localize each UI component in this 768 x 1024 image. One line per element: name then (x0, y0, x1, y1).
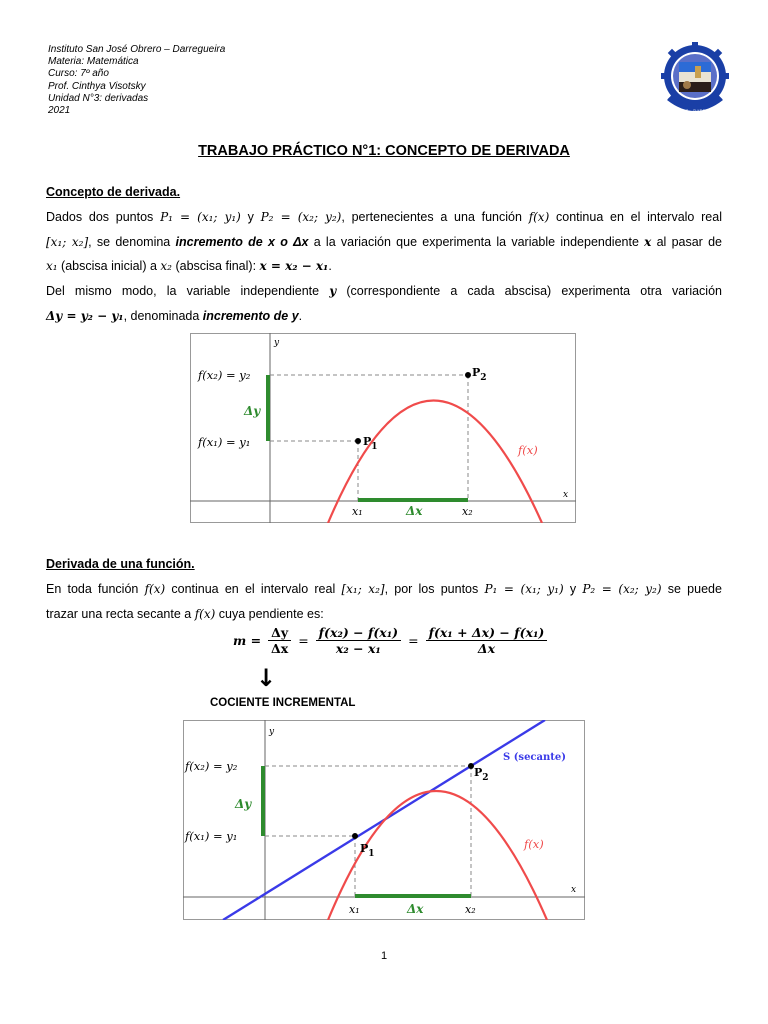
point-p2 (465, 372, 471, 378)
header-line: Instituto San José Obrero – Darregueira (48, 44, 226, 55)
paragraph-line (46, 602, 722, 627)
text-run: (abscisa inicial) a (57, 259, 161, 274)
label-fx1: f(x₁) = y₁ (198, 435, 251, 449)
header-line: 2021 (48, 105, 71, 117)
shield-icon (679, 62, 711, 92)
math-x1: x₁ (46, 259, 58, 274)
text-run: continua en el intervalo real (165, 582, 342, 596)
text-run: , se denomina (88, 234, 176, 249)
figure-secante (183, 720, 585, 920)
header-line: Prof. Cinthya Visotsky (48, 80, 146, 92)
fraction-increment (426, 625, 548, 656)
paragraph-line (46, 279, 722, 304)
label-p2: $P_2$ (474, 766, 489, 783)
label-p1: $P_1$ (360, 842, 375, 859)
text-run: se puede (661, 582, 722, 596)
text-run: (abscisa final): (171, 259, 260, 274)
paragraph-secante (46, 577, 722, 626)
text-run: y (240, 210, 261, 224)
header-line: Curso: 7º año (48, 68, 109, 80)
paragraph-line (46, 230, 722, 255)
school-logo (661, 40, 729, 120)
math-delta-y-formula: Δy = y₂ − y₁ (46, 308, 124, 323)
term-incremento-x: incremento de x o Δx (175, 234, 309, 249)
fraction-numerator: Δy (268, 625, 291, 641)
x-axis-label: x (563, 490, 569, 500)
page-title: TRABAJO PRÁCTICO N°1: CONCEPTO DE DERIVADA (198, 143, 570, 159)
label-secant: S (secante) (503, 752, 566, 763)
fraction-numerator: f(x₁ + Δx) − f(x₁) (426, 625, 548, 641)
paragraph-line (46, 304, 722, 329)
section-heading-derivada: Derivada de una función. (46, 557, 195, 571)
label-fx1: f(x₁) = y₁ (185, 829, 238, 843)
label-fx: f(x) (518, 443, 538, 457)
cociente-incremental-label: COCIENTE INCREMENTAL (210, 697, 356, 709)
text-run: Dados dos puntos (46, 210, 161, 224)
label-delta-y: Δy (244, 404, 261, 418)
label-fx2: f(x₂) = y₂ (198, 368, 251, 382)
text-run: , por los puntos (384, 582, 485, 596)
text-run: , pertenecientes a una función (341, 210, 529, 224)
label-delta-x: Δx (406, 504, 423, 518)
paragraph-incremento-y (46, 279, 722, 328)
text-run: y (563, 582, 583, 596)
equals-sign: = (298, 633, 309, 648)
term-incremento-y: incremento de y (202, 308, 299, 323)
label-p2: $P_2$ (472, 366, 487, 383)
text-run: a la variación que experimenta la variable independiente (308, 234, 645, 249)
fraction-denominator: x₂ − x₁ (335, 641, 381, 656)
label-fx2: f(x₂) = y₂ (185, 759, 238, 773)
math-p2: P₂ = (x₂; y₂) (582, 582, 662, 596)
label-x2: x₂ (462, 505, 473, 518)
header-info (48, 44, 225, 117)
header-line: Unidad N°3: derivadas (48, 92, 149, 104)
fraction-denominator: Δx (477, 641, 496, 656)
down-arrow-icon: ↓ (256, 664, 277, 692)
x-axis-label: x (571, 885, 577, 895)
math-fx: f(x) (528, 210, 550, 224)
math-delta-x-formula: x = x₂ − x₁ (259, 259, 329, 274)
y-axis-label: y (274, 338, 280, 348)
slope-formula (230, 625, 547, 656)
header-line: Materia: Matemática (48, 56, 139, 68)
label-x1: x₁ (352, 505, 363, 518)
text-run: trazar una recta secante a (46, 606, 195, 621)
label-delta-y: Δy (235, 797, 252, 811)
text-run: (correspondiente a cada abscisa) experimenta otra variación (336, 284, 722, 298)
text-run: continua en el intervalo real (549, 210, 722, 224)
text-run: Del mismo modo, la variable independiente (46, 284, 330, 298)
math-y: y (329, 284, 337, 298)
paragraph-line (46, 577, 722, 602)
math-interval: [x₁; x₂] (341, 582, 385, 596)
text-run: cuya pendiente es: (215, 606, 324, 621)
fraction-dy-dx (268, 625, 291, 656)
math-fx: f(x) (144, 582, 166, 596)
text-run: . (328, 259, 332, 274)
text-run: . (298, 308, 303, 323)
math-p1: P₁ = (x₁; y₁) (484, 582, 564, 596)
point-p1 (355, 438, 361, 444)
page-number: 1 (380, 950, 388, 962)
fraction-numerator: f(x₂) − f(x₁) (316, 625, 401, 641)
logo-text: MAESTRAS – DARREGUEIRA (663, 109, 727, 114)
figure-incrementos (190, 333, 576, 523)
fraction-denominator: Δx (271, 641, 289, 656)
math-interval: [x₁; x₂] (46, 234, 89, 249)
equals-sign: = (408, 633, 419, 648)
math-p1: P₁ = (x₁; y₁) (160, 210, 241, 224)
section-heading-concepto: Concepto de derivada. (46, 185, 181, 199)
fraction-difference (316, 625, 401, 656)
text-run: En toda función (46, 582, 145, 596)
math-p2: P₂ = (x₂; y₂) (260, 210, 342, 224)
label-fx: f(x) (524, 837, 544, 851)
label-x2: x₂ (465, 903, 476, 916)
text-run: al pasar de (651, 234, 722, 249)
formula-m: m = (233, 633, 262, 648)
text-run: , denominada (123, 308, 203, 323)
math-x2: x₂ (160, 259, 172, 274)
paragraph-line (46, 205, 722, 230)
label-p1: $P_1$ (363, 435, 378, 452)
point-p1 (352, 833, 358, 839)
y-axis-label: y (269, 727, 275, 737)
paragraph-line (46, 254, 722, 279)
label-x1: x₁ (349, 903, 360, 916)
paragraph-definition (46, 205, 722, 279)
math-x: x (644, 234, 652, 249)
label-delta-x: Δx (407, 902, 424, 916)
math-fx: f(x) (194, 606, 216, 621)
